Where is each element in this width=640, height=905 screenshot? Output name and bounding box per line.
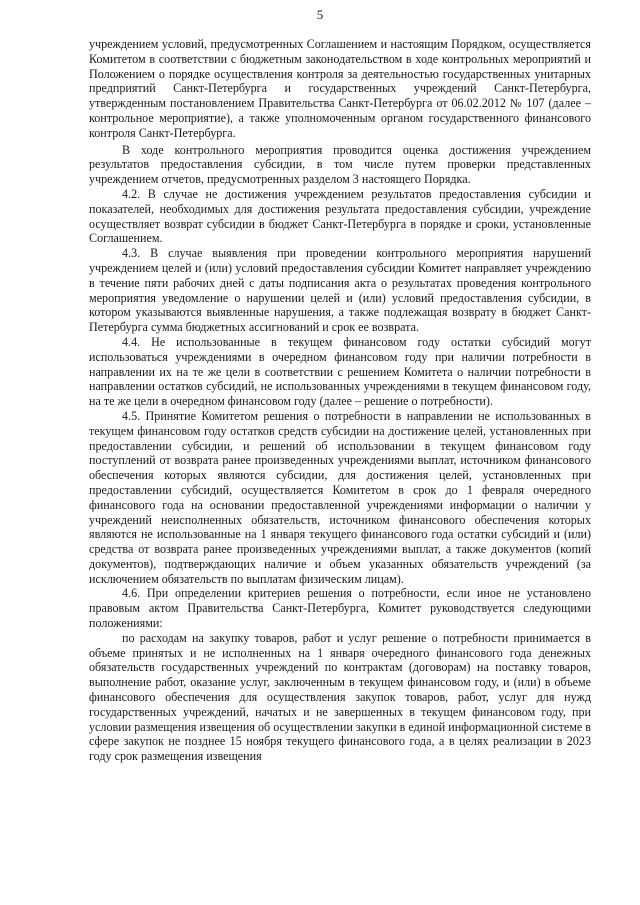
paragraph-procurement: по расходам на закупку товаров, работ и услуг решение о потребности принимается в объеме принятых и не исполненных на 1 января очередного финансового года денежных обязательств государственных учреждений по контрактам (договорам) на поставку товаров, выполнение работ, оказание услуг, заключенным в текущем финансовом году, и (или) в объеме финансового обеспечения для осуществления закупок товаров, работ, услуг для нужд государственных учреждений, начатых и не завершенных в текущем финансовом году, при условии размещения извещения об осуществлении закупки в единой информационной системе в сфере закупок не позднее 15 ноября текущего финансового года, а в целях реализации в 2023 году срок размещения извещения bbox=[89, 630, 591, 764]
paragraph-intro: учреждением условий, предусмотренных Соглашением и настоящим Порядком, осуществляется Комитетом в соответствии с бюджетным законодательством в ходе контрольных мероприятий и Положением о порядке осуществления контроля за деятельностью государственных унитарных предприятий Санкт-Петербурга и государственных учреждений Санкт-Петербурга, утвержденным постановлением Правительства Санкт-Петербурга от 06.02.2012 № 107 (далее – контрольное мероприятие), а также уполномоченным органом государственного финансового контроля Санкт-Петербурга. bbox=[89, 37, 591, 140]
document-body bbox=[89, 37, 591, 764]
paragraph-4-2: 4.2. В случае не достижения учреждением результатов предоставления субсидии и показателей, необходимых для достижения результата предоставления субсидии, учреждение осуществляет возврат субсидии в бюджет Санкт-Петербурга в порядке и сроки, установленные Соглашением. bbox=[89, 186, 591, 246]
paragraph-4-5: 4.5. Принятие Комитетом решения о потребности в направлении не использованных в текущем финансовом году остатков средств субсидии на достижение целей, установленных при предоставлении субсидии, и решений об использовании в текущем финансовом году поступлений от возврата ранее произведенных учреждениями выплат, источником финансового обеспечения которых являются субсидии, для достижения целей, установленных при предоставлении субсидий, осуществляется Комитетом в срок до 1 февраля очередного финансового года на основании предоставленной учреждениями информации о наличии у учреждений неисполненных обязательств, источником финансового обеспечения которых являются не использованные на 1 января текущего финансового года остатки субсидий и (или) средства от возврата ранее произведенных учреждениями выплат, а также документов (копий документов), подтверждающих наличие и объем указанных обязательств учреждений (за исключением обязательств по выплатам физическим лицам). bbox=[89, 408, 591, 586]
paragraph-4-3: 4.3. В случае выявления при проведении контрольного мероприятия нарушений учреждением целей и (или) условий предоставления субсидии Комитет направляет учреждению в течение пяти рабочих дней с даты подписания акта о результатах проведения контрольного мероприятия уведомление о нарушении целей и (или) условий предоставления субсидии, в котором указываются выявленные нарушения, а также подлежащая возврату в бюджет Санкт-Петербурга сумма бюджетных ассигнований и срок ее возврата. bbox=[89, 246, 591, 335]
paragraph-control-assessment: В ходе контрольного мероприятия проводится оценка достижения учреждением результатов предоставления субсидии, в том числе путем проверки представленных учреждением отчетов, предусмотренных разделом 3 настоящего Порядка. bbox=[89, 142, 591, 187]
page-number: 5 bbox=[316, 7, 324, 22]
paragraph-4-4: 4.4. Не использованные в текущем финансовом году остатки субсидий могут использоваться учреждениями в очередном финансовом году при наличии потребности в направлении их на те же цели в соответствии с решением Комитета о наличии потребности в направлении остатков субсидий, не использованных учреждениями в текущем финансовом году, на те же цели в очередном финансовом году (далее – решение о потребности). bbox=[89, 334, 591, 409]
paragraph-4-6: 4.6. При определении критериев решения о потребности, если иное не установлено правовым актом Правительства Санкт-Петербурга, Комитет руководствуется следующими положениями: bbox=[89, 586, 591, 631]
